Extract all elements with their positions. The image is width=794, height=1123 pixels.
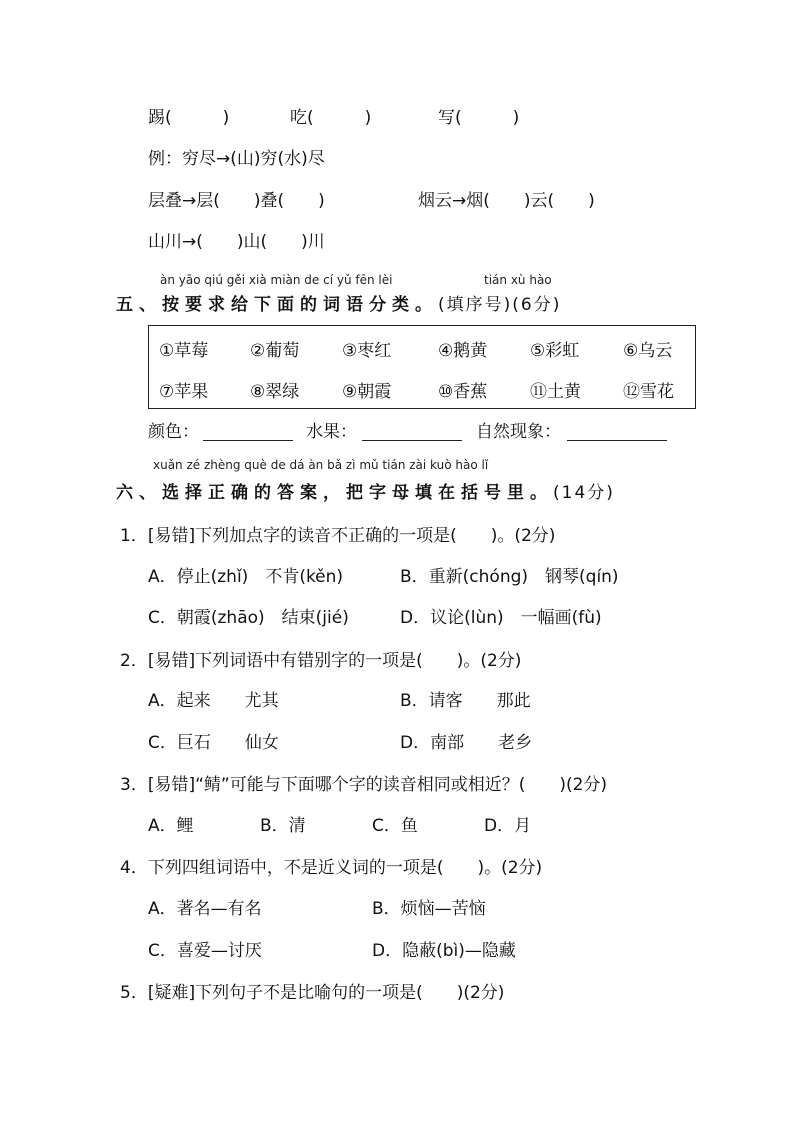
word-item: ①草莓 [159, 341, 209, 361]
section5-title [116, 290, 561, 315]
section6-note: (14分) [553, 483, 615, 503]
question-2-stem: 2．[易错]下列词语中有错别字的一项是( )。(2分) [120, 651, 522, 671]
word-row-3-b: 烟云→烟( )云( ) [418, 191, 595, 211]
question-1-stem: 1．[易错]下列加点字的读音不正确的一项是( )。(2分) [120, 526, 556, 546]
word-item: ③枣红 [342, 341, 392, 361]
word-item: ⑤彩虹 [530, 341, 580, 361]
question-3-option-b[interactable]: B．清 [260, 816, 306, 836]
word-item: ⑫雪花 [623, 382, 674, 402]
category-nature-label: 自然现象： [476, 422, 561, 442]
word-item: ⑩香蕉 [438, 382, 488, 402]
section5-pinyin: àn yāo qiú gěi xià miàn de cí yǔ fēn lèi [160, 273, 393, 287]
question-1-option-d[interactable]: D．议论(lùn) 一幅画(fù) [400, 608, 602, 628]
word-item: ②葡萄 [250, 341, 300, 361]
word-row-1-c: 写( ) [438, 108, 520, 128]
category-color-blank[interactable] [203, 440, 293, 441]
question-4-option-b[interactable]: B．烦恼—苦恼 [372, 899, 486, 919]
question-1-option-b[interactable]: B．重新(chóng) 钢琴(qín) [400, 567, 619, 587]
word-row-1-a: 踢( ) [148, 108, 230, 128]
word-item: ⑥乌云 [623, 341, 673, 361]
word-item: ⑦苹果 [159, 382, 209, 402]
question-2-option-c[interactable]: C．巨石 仙女 [148, 733, 279, 753]
question-3-option-d[interactable]: D．月 [484, 816, 532, 836]
question-2-option-d[interactable]: D．南部 老乡 [400, 733, 533, 753]
section6-title-text: 六、选择正确的答案，把字母填在括号里。 [116, 483, 553, 503]
word-item: ⑪土黄 [530, 382, 581, 402]
question-4-option-d[interactable]: D．隐蔽(bì)—隐藏 [372, 941, 516, 961]
category-nature-blank[interactable] [567, 440, 667, 441]
word-row-3-a: 层叠→层( )叠( ) [148, 191, 325, 211]
section5-pinyin-note: tián xù hào [484, 273, 552, 287]
word-item: ④鹅黄 [438, 341, 488, 361]
word-row-4: 山川→( )山( )川 [148, 232, 325, 252]
question-1-option-c[interactable]: C．朝霞(zhāo) 结束(jié) [148, 608, 349, 628]
word-item: ⑨朝霞 [342, 382, 392, 402]
word-row-1-b: 吃( ) [290, 108, 372, 128]
section6-title [116, 478, 615, 503]
question-2-option-a[interactable]: A．起来 尤其 [148, 691, 279, 711]
question-1-option-a[interactable]: A．停止(zhǐ) 不肯(kěn) [148, 567, 344, 587]
word-bank-box [148, 325, 696, 409]
example-line: 例：穷尽→(山)穷(水)尽 [148, 149, 325, 169]
question-5-stem: 5．[疑难]下列句子不是比喻句的一项是( )(2分) [120, 983, 505, 1003]
section6-pinyin: xuǎn zé zhèng què de dá àn bǎ zì mǔ tián zài kuò hào lǐ [153, 458, 489, 472]
question-3-option-c[interactable]: C．鱼 [372, 816, 418, 836]
question-2-option-b[interactable]: B．请客 那此 [400, 691, 531, 711]
category-fruit-blank[interactable] [362, 440, 462, 441]
question-3-stem: 3．[易错]“鲭”可能与下面哪个字的读音相同或相近？( )(2分) [120, 775, 608, 795]
category-fruit-label: 水果： [306, 422, 357, 442]
section5-title-text: 五、按要求给下面的词语分类。 [116, 295, 438, 315]
question-4-option-a[interactable]: A．著名—有名 [148, 899, 262, 919]
question-4-stem: 4．下列四组词语中，不是近义词的一项是( )。(2分) [120, 858, 543, 878]
section5-note: (填序号)(6分) [438, 295, 562, 315]
word-item: ⑧翠绿 [250, 382, 300, 402]
question-4-option-c[interactable]: C．喜爱—讨厌 [148, 941, 262, 961]
question-3-option-a[interactable]: A．鲤 [148, 816, 194, 836]
category-color-label: 颜色： [148, 422, 199, 442]
